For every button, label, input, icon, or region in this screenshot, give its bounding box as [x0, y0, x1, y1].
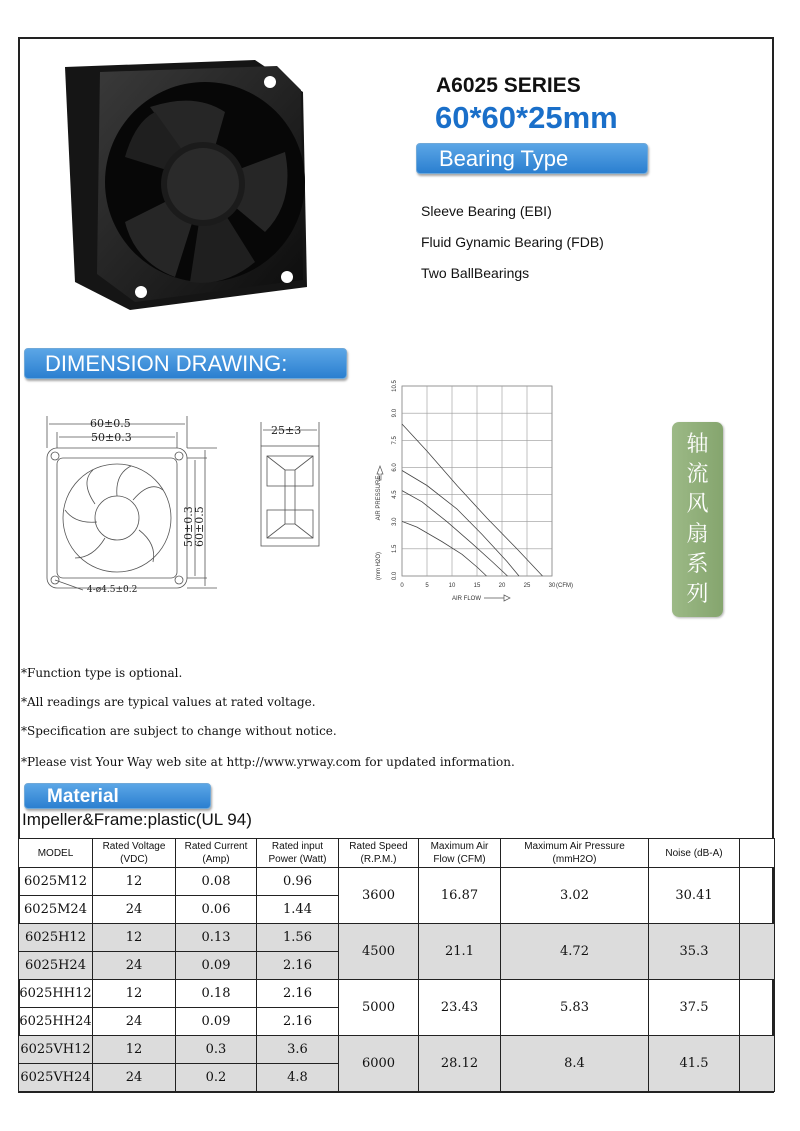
column-header-line: Rated input [271, 841, 324, 852]
note-line: *All readings are typical values at rated voltage. [21, 695, 316, 709]
table-cell-speed: 5000 [339, 980, 419, 1036]
table-cell: 2.16 [257, 1008, 339, 1036]
table-cell: 6025M12 [19, 868, 93, 896]
bearing-item: Fluid Gynamic Bearing (FDB) [421, 234, 604, 250]
table-cell: 24 [93, 1008, 176, 1036]
bearing-item: Two BallBearings [421, 265, 530, 281]
table-cell: 4.8 [257, 1064, 339, 1092]
series-title: A6025 SERIES [436, 74, 581, 97]
chart-x-tick-label: 10 [448, 583, 456, 589]
side-label-char: 轴 [686, 432, 709, 457]
table-cell: 12 [93, 868, 176, 896]
depth-dim: 25±3 [271, 424, 302, 437]
column-header-line: Rated Voltage [102, 841, 166, 852]
table-cell-pressure: 8.4 [501, 1036, 649, 1092]
note-line: *Specification are subject to change without notice. [21, 724, 337, 738]
column-header [176, 839, 257, 868]
side-label-vertical [672, 422, 723, 617]
hole-dim: 4-ø4.5±0.2 [87, 585, 138, 595]
chart-x-tick-label: 30 [548, 583, 556, 589]
column-header-line: Noise (dB-A) [665, 847, 723, 859]
column-header [419, 839, 501, 868]
table-cell-flow: 28.12 [419, 1036, 501, 1092]
table-cell-noise: 35.3 [649, 924, 740, 980]
table-cell-pressure: 3.02 [501, 868, 649, 924]
table-cell: 6025H24 [19, 952, 93, 980]
table-cell: 0.3 [176, 1036, 257, 1064]
chart-y-tick-label: 6.0 [392, 463, 398, 472]
chart-y-tick-label: 1.5 [392, 544, 398, 554]
blank-cell [740, 1036, 775, 1092]
side-label-char: 列 [686, 582, 709, 607]
column-header-line: Flow (CFM) [433, 854, 486, 865]
blank-header-cell [740, 839, 775, 868]
table-cell-noise: 41.5 [649, 1036, 740, 1092]
table-cell: 12 [93, 980, 176, 1008]
chart-x-tick-label: 15 [473, 583, 481, 589]
table-row [19, 868, 775, 896]
table-cell: 1.56 [257, 924, 339, 952]
bearing-item: Sleeve Bearing (EBI) [421, 203, 552, 219]
column-header-line: Maximum Air Pressure [524, 841, 625, 852]
chart-series-line [402, 491, 508, 576]
table-cell: 6025VH12 [19, 1036, 93, 1064]
chart-y-unit: (mm H2O) [376, 552, 382, 580]
chart-series-line [402, 471, 519, 577]
table-cell: 0.2 [176, 1064, 257, 1092]
table-cell-speed: 4500 [339, 924, 419, 980]
bearing-type-heading: Bearing Type [416, 143, 648, 174]
column-header-line: MODEL [37, 847, 74, 859]
table-cell: 2.16 [257, 952, 339, 980]
table-cell-noise: 30.41 [649, 868, 740, 924]
table-cell: 0.13 [176, 924, 257, 952]
material-text: Impeller&Frame:plastic(UL 94) [22, 810, 252, 829]
table-cell: 0.18 [176, 980, 257, 1008]
chart-y-tick-label: 10.5 [392, 380, 398, 392]
note-line: *Please vist Your Way web site at http://www.yrway.com for updated information. [21, 755, 515, 769]
inner-height-dim: 50±0.3 [182, 506, 195, 547]
column-header-line: (R.P.M.) [360, 854, 397, 865]
chart-x-tick-label: 5 [425, 583, 429, 589]
blank-cell [740, 868, 775, 924]
table-cell-speed: 6000 [339, 1036, 419, 1092]
table-cell: 3.6 [257, 1036, 339, 1064]
column-header [339, 839, 419, 868]
chart-x-label: AIR FLOW [452, 596, 482, 602]
table-cell: 6025M24 [19, 896, 93, 924]
table-cell: 12 [93, 1036, 176, 1064]
chart-x-tick-label: 0 [400, 583, 404, 589]
dimension-drawing-heading: DIMENSION DRAWING: [24, 348, 347, 379]
column-header-line: (mmH2O) [552, 854, 597, 865]
table-cell: 0.96 [257, 868, 339, 896]
table-cell: 2.16 [257, 980, 339, 1008]
column-header-line: (VDC) [120, 854, 148, 865]
front-view-drawing [35, 412, 220, 602]
chart-x-arrowhead [504, 595, 510, 601]
chart-y-tick-label: 3.0 [392, 517, 398, 526]
table-cell: 6025H12 [19, 924, 93, 952]
column-header-line: (Amp) [202, 854, 230, 865]
side-label-char: 扇 [686, 522, 709, 547]
column-header-line: Rated Current [184, 841, 248, 852]
table-cell: 6025HH12 [19, 980, 93, 1008]
spec-table [18, 838, 775, 1092]
table-cell-speed: 3600 [339, 868, 419, 924]
performance-chart [360, 378, 595, 608]
chart-y-label: AIR PRESSURE [376, 475, 382, 521]
table-cell: 6025VH24 [19, 1064, 93, 1092]
note-line: *Function type is optional. [21, 666, 183, 680]
table-cell: 24 [93, 952, 176, 980]
table-row [19, 1036, 775, 1064]
column-header [93, 839, 176, 868]
table-cell: 0.09 [176, 1008, 257, 1036]
side-label-char: 风 [686, 492, 709, 517]
table-cell-flow: 21.1 [419, 924, 501, 980]
table-cell-pressure: 5.83 [501, 980, 649, 1036]
column-header [501, 839, 649, 868]
table-cell-noise: 37.5 [649, 980, 740, 1036]
table-cell-flow: 23.43 [419, 980, 501, 1036]
table-cell: 1.44 [257, 896, 339, 924]
column-header [649, 839, 740, 868]
table-cell: 12 [93, 924, 176, 952]
table-cell: 6025HH24 [19, 1008, 93, 1036]
column-header-line: Maximum Air [430, 841, 489, 852]
chart-y-tick-label: 9.0 [392, 408, 398, 418]
blank-cell [740, 980, 775, 1036]
table-cell: 0.08 [176, 868, 257, 896]
side-label-char: 系 [686, 552, 709, 577]
chart-y-tick-label: 0.0 [392, 571, 398, 581]
column-header [19, 839, 93, 868]
chart-series-line [402, 424, 543, 576]
column-header-line: Power (Watt) [268, 854, 327, 865]
table-row [19, 980, 775, 1008]
material-heading: Material [24, 783, 211, 809]
chart-x-unit: (CFM) [556, 583, 573, 589]
inner-width-dim: 50±0.3 [91, 431, 132, 444]
fan-product-image [55, 52, 310, 314]
column-header-line: Rated Speed [349, 841, 408, 852]
side-label-char: 流 [686, 462, 709, 487]
chart-x-tick-label: 25 [523, 583, 531, 589]
side-view-drawing [255, 420, 325, 550]
table-row [19, 924, 775, 952]
blank-cell [740, 924, 775, 980]
table-cell: 0.06 [176, 896, 257, 924]
outer-height-dim: 60±0.5 [193, 506, 206, 547]
outer-width-dim: 60±0.5 [90, 417, 131, 430]
table-cell: 24 [93, 896, 176, 924]
size-title: 60*60*25mm [435, 100, 618, 135]
chart-x-tick-label: 20 [498, 583, 506, 589]
table-cell-pressure: 4.72 [501, 924, 649, 980]
chart-y-tick-label: 7.5 [392, 436, 398, 445]
table-cell-flow: 16.87 [419, 868, 501, 924]
table-cell: 0.09 [176, 952, 257, 980]
table-cell: 24 [93, 1064, 176, 1092]
chart-y-tick-label: 4.5 [392, 490, 398, 499]
column-header [257, 839, 339, 868]
